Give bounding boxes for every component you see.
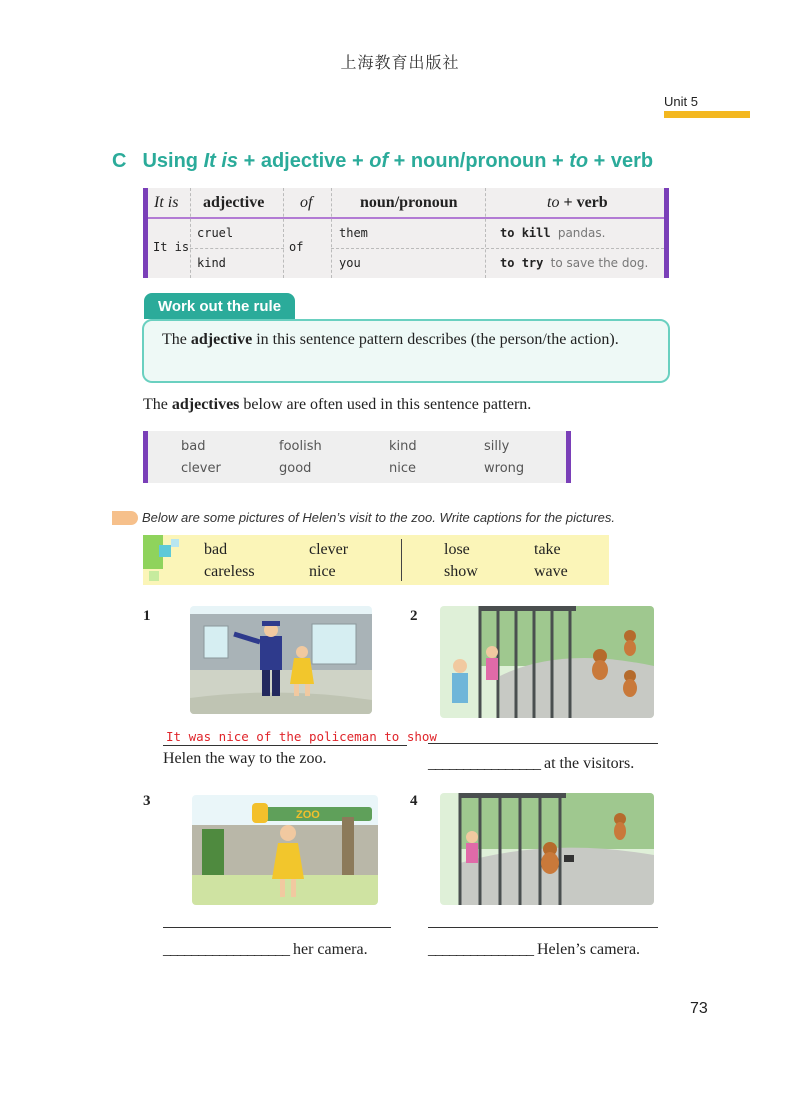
rule-text-part: The (162, 331, 191, 348)
exercise-1-line2: Helen the way to the zoo. (163, 750, 327, 767)
table-header-line (148, 217, 664, 219)
exercise-1-answer: It was nice of the policeman to show (166, 729, 437, 744)
adjectives-intro (143, 396, 531, 414)
exercise-2-line2 (428, 755, 634, 773)
picture-monkeys-visitors (440, 606, 654, 718)
row1-to: to (500, 226, 515, 240)
exercise-4-end: Helen’s camera. (537, 941, 641, 958)
word-verb: wave (534, 563, 568, 580)
row2-noun: you (339, 256, 361, 270)
header-noun-pronoun: noun/pronoun (360, 194, 458, 211)
header-to-verb (547, 194, 608, 212)
deco-square (159, 545, 171, 557)
picture-helen-zoo-gate (192, 795, 378, 905)
unit-bar (664, 111, 750, 118)
word-adjective: nice (309, 563, 336, 580)
page-number: 73 (690, 1000, 708, 1017)
row2-verb-word: try (521, 256, 544, 270)
svg-text:ZOO: ZOO (296, 809, 320, 821)
rule-tab: Work out the rule (144, 293, 295, 319)
intro-part: below are often used in this sentence pattern. (239, 396, 532, 413)
word-verb: show (444, 563, 478, 580)
deco-square (171, 539, 179, 547)
rule-text-bold: adjective (190, 331, 253, 348)
title-part: of (369, 150, 389, 172)
title-part: + verb (588, 150, 654, 172)
exercise-2-blank: ________________ (428, 755, 540, 772)
header-adjective: adjective (203, 194, 265, 211)
publisher-name: 上海教育出版社 (340, 53, 460, 72)
section-title (112, 150, 653, 173)
table-row-divider (190, 248, 284, 249)
adjective-word: good (279, 461, 312, 476)
adjective-word: bad (181, 439, 206, 454)
row2-verb (500, 256, 648, 270)
adjective-word: nice (389, 461, 416, 476)
table-divider (283, 188, 284, 278)
word-adjective: careless (204, 563, 255, 580)
title-part: It is (203, 150, 239, 172)
word-verb: lose (444, 541, 470, 558)
header-verb: + verb (563, 194, 608, 211)
intro-bold: adjectives (171, 396, 240, 413)
rule-text-part: in this sentence pattern describes (the person/the action). (252, 331, 619, 348)
exercise-3-blank: __________________ (163, 941, 289, 958)
adj-left-bar (143, 431, 148, 483)
section-letter: C (112, 150, 127, 172)
word-adjective: clever (309, 541, 349, 558)
instruction-marker (112, 511, 138, 525)
row1-verb (500, 226, 605, 240)
exercise-1-answer-line (163, 745, 407, 746)
exercise-4-line1 (428, 927, 658, 928)
table-row-divider (331, 248, 664, 249)
unit-label: Unit 5 (664, 94, 698, 109)
row1-adjective: cruel (197, 226, 234, 240)
exercise-2-line1 (428, 743, 658, 744)
picture-monkey-camera (440, 793, 654, 905)
rule-text (162, 329, 652, 351)
adjective-word: clever (181, 461, 221, 476)
word-box (143, 535, 609, 585)
exercise-3-line1 (163, 927, 391, 928)
table-right-bar (664, 188, 669, 278)
row2-adjective: kind (197, 256, 226, 270)
word-box-divider (401, 539, 402, 581)
title-part: to (569, 150, 589, 172)
picture-policeman-helen (190, 606, 372, 714)
adjective-word: kind (389, 439, 417, 454)
intro-part: The (143, 396, 172, 413)
header-it-is: It is (154, 194, 179, 211)
row1-verb-word: kill (521, 226, 551, 240)
row2-to: to (500, 256, 515, 270)
exercise-3-end: her camera. (293, 941, 368, 958)
table-divider (331, 188, 332, 278)
word-verb: take (534, 541, 561, 558)
title-part: Using (142, 150, 204, 172)
word-adjective: bad (204, 541, 228, 558)
instruction: Below are some pictures of Helen’s visit to the zoo. Write captions for the pictures. (142, 510, 616, 525)
exercise-2-number: 2 (410, 608, 418, 624)
exercise-3-number: 3 (143, 793, 151, 809)
grammar-table (143, 188, 669, 278)
table-divider (485, 188, 486, 278)
adj-right-bar (566, 431, 571, 483)
exercise-4-blank: _______________ (428, 941, 533, 958)
exercise-2-end: at the visitors. (544, 755, 635, 772)
exercise-1-number: 1 (143, 608, 151, 624)
adjective-word: wrong (484, 461, 525, 476)
header-to: to (547, 194, 560, 211)
table-left-bar (143, 188, 148, 278)
adjective-word: silly (484, 439, 510, 454)
exercise-3-line2 (163, 941, 368, 959)
exercise-4-number: 4 (410, 793, 418, 809)
header-of: of (300, 194, 313, 211)
exercise-4-line2 (428, 941, 640, 959)
row2-rest: to save the dog. (550, 256, 649, 270)
title-part: + adjective + (238, 150, 370, 172)
row1-noun: them (339, 226, 368, 240)
adjective-list-box (143, 431, 571, 483)
row-of: of (289, 240, 304, 254)
title-part: + noun/pronoun + (388, 150, 570, 172)
row-it-is: It is (153, 240, 190, 254)
row1-rest: pandas. (557, 226, 606, 240)
deco-square (149, 571, 159, 581)
table-divider (190, 188, 191, 278)
adjective-word: foolish (279, 439, 322, 454)
